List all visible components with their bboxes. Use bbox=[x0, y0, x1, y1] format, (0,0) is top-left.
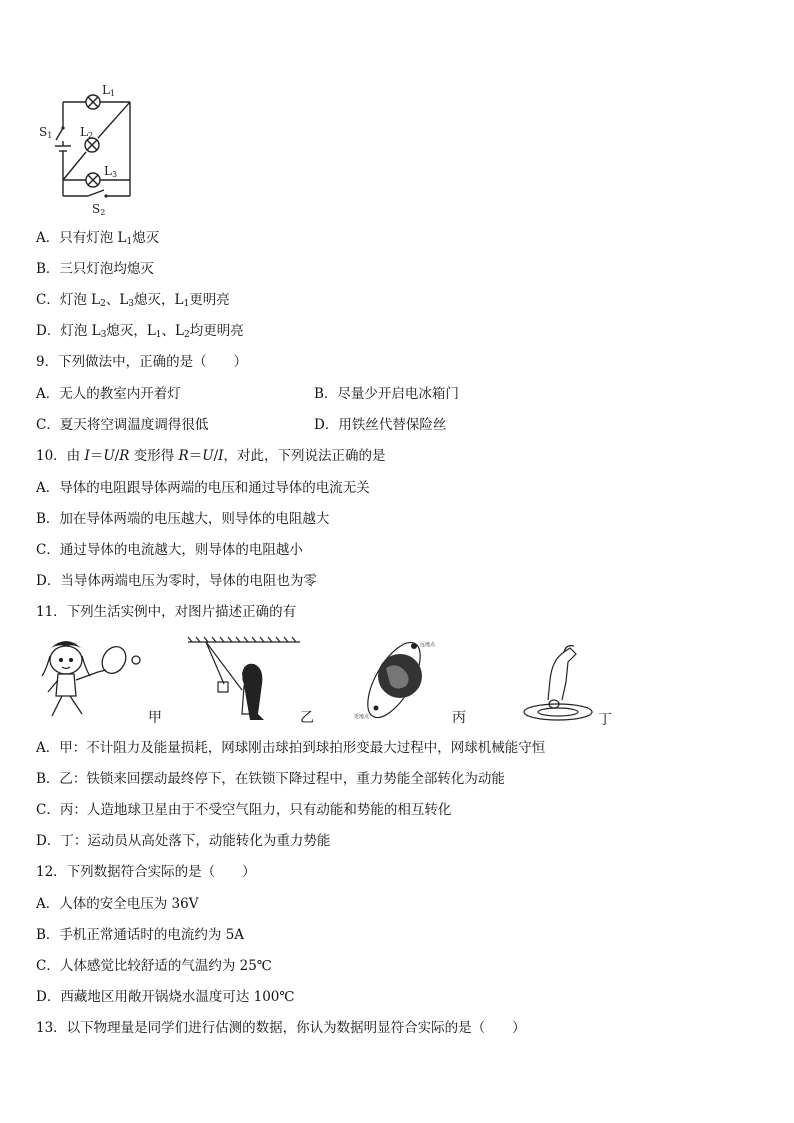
q11-stem: 11．下列生活实例中，对图片描述正确的有 bbox=[36, 604, 297, 620]
q11-option-a: A．甲：不计阻力及能量损耗，网球刚击球拍到球拍形变最大过程中，网球机械能守恒 bbox=[36, 740, 546, 756]
figure-label-ding: 丁 bbox=[598, 712, 612, 728]
label-S1: S bbox=[39, 125, 48, 139]
q8-option-d: D．灯泡 $L_3$熄灭，$L_1$、$L_2$均更明亮 bbox=[36, 323, 244, 340]
q8-option-b: B．三只灯泡均熄灭 bbox=[36, 261, 154, 277]
q12-option-b: B．手机正常通话时的电流约为 5A bbox=[36, 927, 245, 943]
q8-option-a: A．只有灯泡 $L_1$熄灭 bbox=[36, 230, 160, 247]
label-L1: L bbox=[102, 83, 110, 97]
svg-text:L3: L3 bbox=[104, 164, 118, 179]
q10-option-a: A．导体的电阻跟导体两端的电压和通过导体的电流无关 bbox=[36, 480, 370, 496]
figure-label-bing: 丙 bbox=[452, 710, 466, 726]
q12-option-d: D．西藏地区用敞开锅烧水温度可达 100℃ bbox=[36, 989, 295, 1005]
q9-option-d: D．用铁丝代替保险丝 bbox=[314, 417, 447, 433]
circuit-diagram bbox=[36, 80, 146, 220]
svg-text:远地点: 远地点 bbox=[420, 642, 436, 648]
svg-text:L2: L2 bbox=[80, 125, 94, 140]
q10-option-b: B．加在导体两端的电压越大，则导体的电阻越大 bbox=[36, 511, 330, 527]
q9-option-c: C．夏天将空调温度调得很低 bbox=[36, 417, 209, 433]
q11-option-b: B．乙：铁锁来回摆动最终停下，在铁锁下降过程中，重力势能全部转化为动能 bbox=[36, 771, 505, 787]
svg-text:近地点: 近地点 bbox=[354, 714, 370, 720]
figure-label-yi: 乙 bbox=[300, 710, 314, 726]
q9-option-a: A．无人的教室内开着灯 bbox=[36, 386, 181, 402]
q9-stem: 9．下列做法中，正确的是（ ） bbox=[36, 354, 248, 370]
q12-option-c: C．人体感觉比较舒适的气温约为 25℃ bbox=[36, 958, 272, 974]
figure-jia-tennis-girl bbox=[36, 636, 146, 724]
q11-option-d: D．丁：运动员从高处落下，动能转化为重力势能 bbox=[36, 833, 331, 849]
q10-option-d: D．当导体两端电压为零时，导体的电阻也为零 bbox=[36, 573, 317, 589]
q10-option-c: C．通过导体的电流越大，则导体的电阻越小 bbox=[36, 542, 303, 558]
figure-label-jia: 甲 bbox=[148, 710, 162, 726]
svg-text:S1: S1 bbox=[39, 125, 53, 140]
label-L3: L bbox=[104, 164, 112, 178]
q12-stem: 12．下列数据符合实际的是（ ） bbox=[36, 864, 256, 880]
svg-text:S2: S2 bbox=[92, 202, 106, 217]
q11-option-c: C．丙：人造地球卫星由于不受空气阻力，只有动能和势能的相互转化 bbox=[36, 802, 452, 818]
q8-option-c: C．灯泡 $L_2$、$L_3$熄灭，$L_1$更明亮 bbox=[36, 292, 230, 309]
q12-option-a: A．人体的安全电压为 36V bbox=[36, 896, 199, 912]
q10-stem: 10．由 I＝U/R 变形得 R＝U/I，对此，下列说法正确的是 bbox=[36, 448, 386, 464]
figure-ding-diver bbox=[518, 640, 598, 722]
svg-text:L1: L1 bbox=[102, 83, 116, 98]
label-L2: L bbox=[80, 125, 88, 139]
label-S2: S bbox=[92, 202, 101, 216]
q13-stem: 13．以下物理量是同学们进行估测的数据，你认为数据明显符合实际的是（ ） bbox=[36, 1020, 526, 1036]
figure-yi-pendulum-lock bbox=[184, 634, 304, 726]
figure-bing-satellite-orbit bbox=[352, 636, 452, 724]
q9-option-b: B．尽量少开启电冰箱门 bbox=[314, 386, 459, 402]
